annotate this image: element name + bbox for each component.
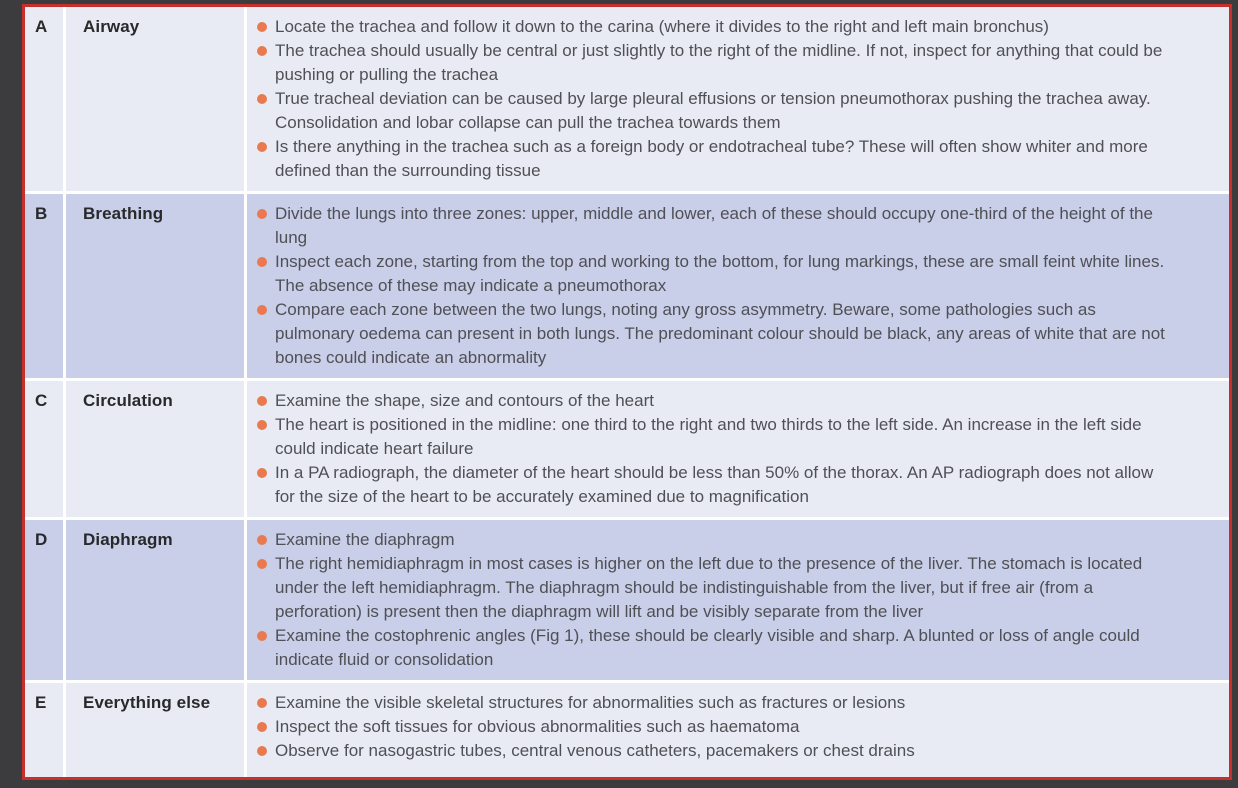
bullet-text: The trachea should usually be central or just slightly to the right of the midline. If not, inspect for anything that could be pushing or pulling the trachea [275, 41, 1163, 84]
row-keyword: Breathing [83, 204, 164, 223]
row-keyword-cell [66, 683, 244, 777]
bullet-text: Examine the costophrenic angles (Fig 1), these should be clearly visible and sharp. A blunted or loss of angle could indicate fluid or consolidation [275, 626, 1140, 669]
row-letter-cell [25, 7, 63, 191]
row-letter-cell [25, 520, 63, 680]
bullet-icon [257, 631, 267, 641]
table-row [25, 520, 1229, 680]
bullet-icon [257, 209, 267, 219]
bullet-list [257, 15, 1169, 183]
bullet-icon [257, 746, 267, 756]
row-bullets-cell [247, 7, 1229, 191]
table-row [25, 194, 1229, 378]
abcde-checklist-table [22, 4, 1232, 780]
bullet-icon [257, 468, 267, 478]
bullet-icon [257, 94, 267, 104]
bullet-item [257, 15, 1169, 39]
row-letter: A [35, 17, 48, 36]
row-keyword-cell [66, 381, 244, 517]
bullet-item [257, 715, 1169, 739]
bullet-icon [257, 559, 267, 569]
bullet-item [257, 461, 1169, 509]
row-keyword-cell [66, 194, 244, 378]
bullet-text: Locate the trachea and follow it down to the carina (where it divides to the right and left main bronchus) [275, 17, 1049, 36]
row-keyword-cell [66, 520, 244, 680]
row-keyword-cell [66, 7, 244, 191]
bullet-text: The heart is positioned in the midline: one third to the right and two thirds to the left side. An increase in the left side could indicate heart failure [275, 415, 1142, 458]
row-keyword: Diaphragm [83, 530, 173, 549]
bullet-item [257, 528, 1169, 552]
row-bullets-cell [247, 381, 1229, 517]
bullet-item [257, 739, 1169, 763]
bullet-list [257, 389, 1169, 509]
bullet-text: Inspect each zone, starting from the top and working to the bottom, for lung markings, these are small feint white lines. The absence of these may indicate a pneumothorax [275, 252, 1165, 295]
bullet-icon [257, 698, 267, 708]
bullet-list [257, 202, 1169, 370]
bullet-item [257, 298, 1169, 370]
row-bullets-cell [247, 194, 1229, 378]
bullet-item [257, 389, 1169, 413]
row-letter: D [35, 530, 48, 549]
bullet-item [257, 250, 1169, 298]
bullet-icon [257, 722, 267, 732]
bullet-text: Divide the lungs into three zones: upper, middle and lower, each of these should occupy one-third of the height of the lung [275, 204, 1153, 247]
table-row [25, 7, 1229, 191]
bullet-text: The right hemidiaphragm in most cases is higher on the left due to the presence of the liver. The stomach is located under the left hemidiaphragm. The diaphragm should be indistinguishable from the liver, but if free air (from a perforation) is present then the diaphragm will lift and be visibly separate from the liver [275, 554, 1143, 621]
bullet-text: Is there anything in the trachea such as a foreign body or endotracheal tube? These will often show whiter and more defined than the surrounding tissue [275, 137, 1148, 180]
row-letter-cell [25, 194, 63, 378]
row-letter: B [35, 204, 48, 223]
bullet-item [257, 202, 1169, 250]
bullet-item [257, 624, 1169, 672]
bullet-item [257, 135, 1169, 183]
row-letter: C [35, 391, 48, 410]
bullet-icon [257, 535, 267, 545]
row-letter-cell [25, 683, 63, 777]
bullet-item [257, 39, 1169, 87]
table-row [25, 381, 1229, 517]
bullet-list [257, 528, 1169, 672]
row-keyword: Circulation [83, 391, 173, 410]
bullet-item [257, 691, 1169, 715]
row-bullets-cell [247, 683, 1229, 777]
bullet-text: Observe for nasogastric tubes, central venous catheters, pacemakers or chest drains [275, 741, 915, 760]
bullet-text: In a PA radiograph, the diameter of the heart should be less than 50% of the thorax. An AP radiograph does not allow for the size of the heart to be accurately examined due to magnification [275, 463, 1154, 506]
bullet-icon [257, 396, 267, 406]
bullet-list [257, 691, 1169, 763]
table-row [25, 683, 1229, 777]
bullet-icon [257, 420, 267, 430]
bullet-text: Examine the diaphragm [275, 530, 455, 549]
bullet-icon [257, 46, 267, 56]
row-letter: E [35, 693, 47, 712]
bullet-icon [257, 257, 267, 267]
row-letter-cell [25, 381, 63, 517]
row-keyword: Airway [83, 17, 140, 36]
bullet-text: True tracheal deviation can be caused by large pleural effusions or tension pneumothorax pushing the trachea away. Consolidation and lobar collapse can pull the trachea towards them [275, 89, 1151, 132]
row-bullets-cell [247, 520, 1229, 680]
bullet-icon [257, 142, 267, 152]
bullet-text: Examine the shape, size and contours of the heart [275, 391, 654, 410]
bullet-icon [257, 22, 267, 32]
bullet-item [257, 413, 1169, 461]
bullet-icon [257, 305, 267, 315]
row-keyword: Everything else [83, 693, 211, 712]
bullet-text: Inspect the soft tissues for obvious abnormalities such as haematoma [275, 717, 800, 736]
bullet-text: Examine the visible skeletal structures for abnormalities such as fractures or lesions [275, 693, 906, 712]
bullet-item [257, 87, 1169, 135]
bullet-item [257, 552, 1169, 624]
bullet-text: Compare each zone between the two lungs, noting any gross asymmetry. Beware, some pathologies such as pulmonary oedema can present in both lungs. The predominant colour should be black, any areas of white that are not bones could indicate an abnormality [275, 300, 1165, 367]
